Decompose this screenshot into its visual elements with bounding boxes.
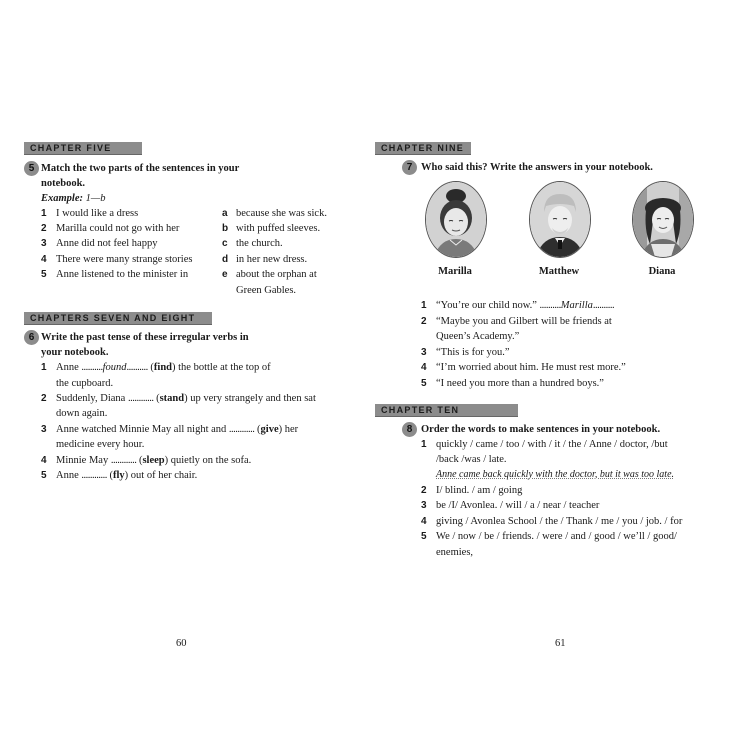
list-item-continued: Green Gables. [236,285,297,296]
item-letter: b [222,223,229,234]
list-item [56,422,298,438]
verb: sleep [142,455,165,466]
verb: fly [113,470,125,481]
item-text: “You’re our child now.” [436,300,540,311]
list-item [56,468,197,484]
character-name: Marilla [438,266,472,277]
list-item: Marilla could not go with her [56,223,180,234]
list-item: Anne listened to the minister in [56,269,189,280]
item-text: ( [153,393,160,404]
list-item-continued: the cupboard. [56,378,114,389]
item-number: 1 [41,362,47,373]
exercise-7-title: Who said this? Write the answers in your notebook. [421,162,653,173]
list-item-continued: enemies, [436,547,474,558]
item-number: 5 [41,470,47,481]
item-number: 5 [421,531,427,542]
list-item: “I’m worried about him. He must rest more.” [436,362,626,373]
item-text: ) quietly on the sofa. [164,455,252,466]
example-label: Example: [41,193,83,204]
item-number: 2 [41,223,47,234]
verb: stand [159,393,185,404]
example-value: 1—b [85,193,106,204]
list-item: “This is for you.” [436,347,510,358]
exercise-6-number: 6 [24,330,39,345]
exercise-6-title-line2: your notebook. [41,347,109,358]
list-item-continued: Queen’s Academy.” [436,331,520,342]
list-item: the church. [236,238,283,249]
matthew-portrait-icon [529,181,591,258]
list-item: giving / Avonlea School / the / Thank / me / you / job. / for [436,516,683,527]
answer-dots: .......... [539,300,561,311]
right-page [375,0,750,750]
page-number-right: 61 [555,638,566,649]
item-number: 4 [41,254,47,265]
exercise-6-title-line1: Write the past tense of these irregular verbs in [41,332,249,343]
list-item [56,391,316,407]
exercise-5-example [41,191,105,207]
item-text: Anne [56,362,82,373]
list-item-continued: down again. [56,408,108,419]
item-letter: a [222,208,228,219]
page-number-left: 60 [176,638,187,649]
item-number: 1 [421,300,427,311]
list-item: about the orphan at [236,269,317,280]
list-item [436,298,614,314]
item-number: 4 [421,362,427,373]
verb: give [260,424,279,435]
item-number: 1 [421,439,427,450]
list-item: with puffed sleeves. [236,223,321,234]
handwritten-answer: Marilla [560,300,593,311]
list-item: I would like a dress [56,208,139,219]
exercise-8-number: 8 [402,422,417,437]
answer-dots: .......... [592,300,615,311]
item-text: ) out of her chair. [124,470,198,481]
list-item [56,453,251,469]
item-letter: c [222,238,228,249]
list-item [56,360,271,376]
marilla-portrait-icon [425,181,487,258]
chapter-five-heading: CHAPTER FIVE [24,142,142,155]
item-text: Anne [56,470,82,481]
exercise-7-number: 7 [402,160,417,175]
item-text: ( [147,362,154,373]
chapter-ten-heading: CHAPTER TEN [375,404,518,417]
item-text: ( [136,455,143,466]
list-item: in her new dress. [236,254,308,265]
list-item: I/ blind. / am / going [436,485,523,496]
item-number: 3 [421,347,427,358]
list-item: Anne did not feel happy [56,238,158,249]
answer-dots: ............ [127,393,154,404]
item-number: 3 [41,238,47,249]
item-number: 2 [421,485,427,496]
list-item: There were many strange stories [56,254,193,265]
item-text: ) up very strangely and then sat [184,393,316,404]
answer-dots: ............ [110,455,137,466]
answer-dots: ............ [228,424,255,435]
exercise-5-title-line2: notebook. [41,178,86,189]
chapters-seven-eight-heading: CHAPTERS SEVEN AND EIGHT [24,312,212,325]
item-text: Suddenly, Diana [56,393,128,404]
item-number: 3 [421,500,427,511]
list-item: quickly / came / too / with / it / the / Anne / doctor, /but [436,439,668,450]
answer-dots: .......... [81,362,103,373]
list-item-continued: /back /was / late. [436,454,507,465]
chapter-nine-heading: CHAPTER NINE [375,142,471,155]
item-text: ( [254,424,261,435]
exercise-8-title: Order the words to make sentences in your notebook. [421,424,661,435]
list-item: “I need you more than a hundred boys.” [436,378,604,389]
exercise-5-number: 5 [24,161,39,176]
item-number: 3 [41,424,47,435]
item-number: 5 [41,269,47,280]
item-number: 2 [41,393,47,404]
list-item: We / now / be / friends. / were / and / good / we’ll / good/ [436,531,677,542]
answer-dots: ............ [81,470,107,481]
list-item: because she was sick. [236,208,327,219]
list-item: be /I/ Avonlea. / will / a / near / teacher [436,500,600,511]
handwritten-answer: Anne came back quickly with the doctor, but it was too late. [436,469,675,480]
exercise-5-title-line1: Match the two parts of the sentences in your [41,163,240,174]
item-number: 5 [421,378,427,389]
character-name: Diana [648,266,676,277]
item-number: 4 [421,516,427,527]
list-item: “Maybe you and Gilbert will be friends at [436,316,612,327]
item-number: 4 [41,455,47,466]
item-number: 2 [421,316,427,327]
item-letter: e [222,269,228,280]
item-text: ) the bottle at the top of [172,362,271,373]
item-letter: d [222,254,229,265]
character-name: Matthew [538,266,580,277]
item-text: Anne watched Minnie May all night and [56,424,229,435]
verb: find [153,362,173,373]
list-item-continued: medicine every hour. [56,439,145,450]
item-text: Minnie May [56,455,111,466]
answer-dots: .......... [126,362,148,373]
handwritten-answer: found [102,362,127,373]
item-number: 1 [41,208,47,219]
item-text: ) her [278,424,299,435]
diana-portrait-icon [632,181,694,258]
item-text: ( [106,470,113,481]
